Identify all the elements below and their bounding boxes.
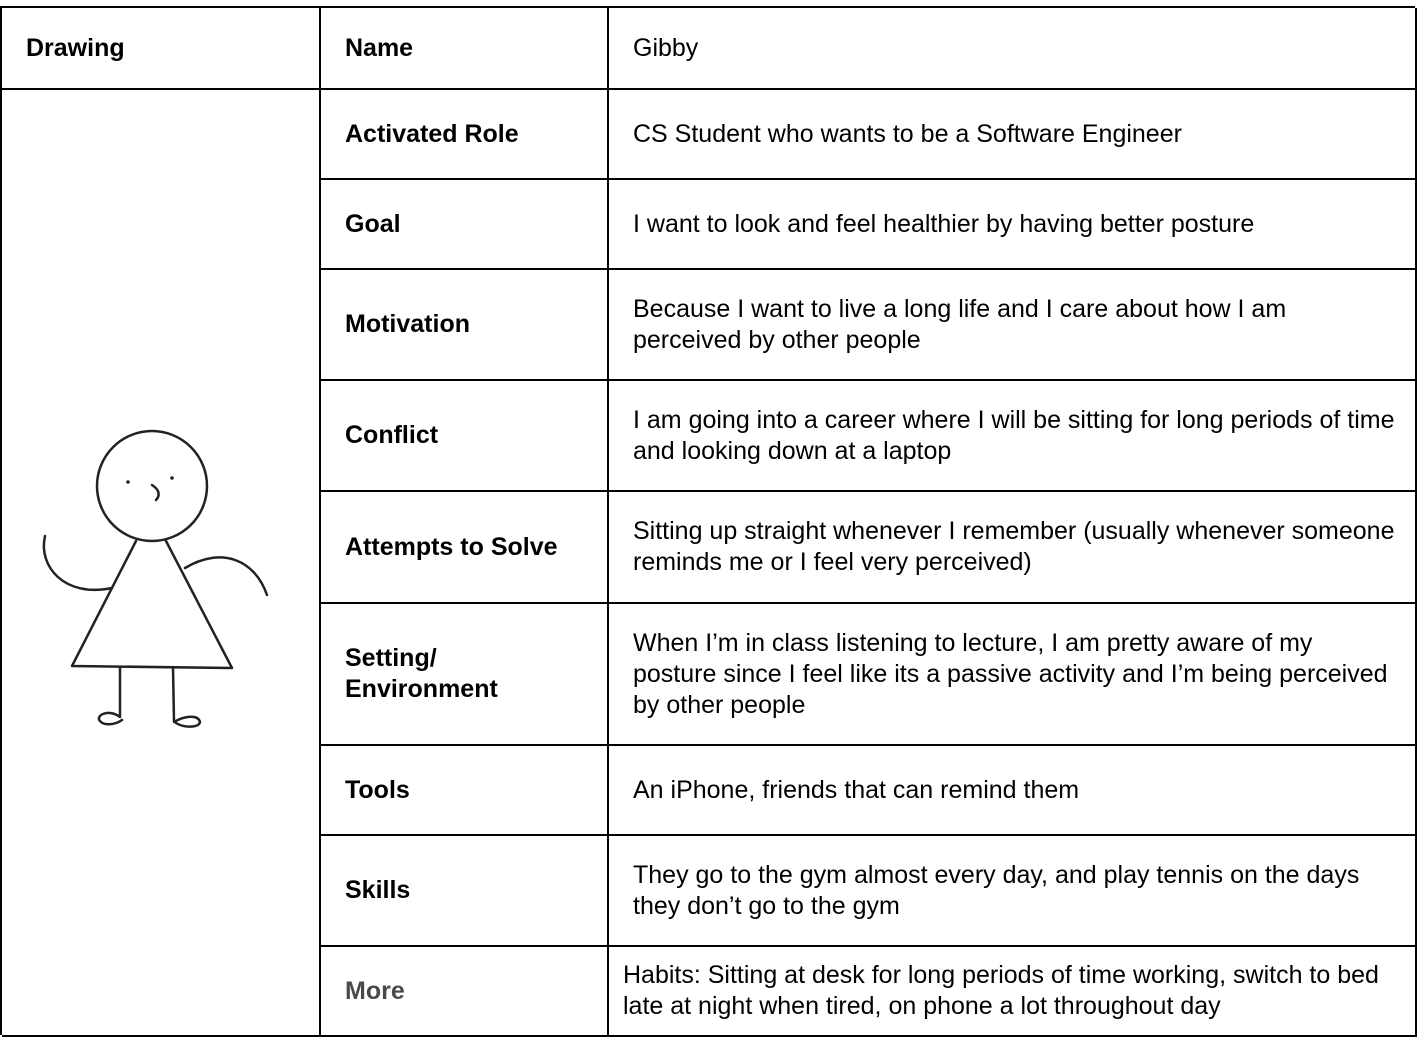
- figure-body: [72, 541, 232, 668]
- drawing-header: Drawing: [2, 8, 321, 90]
- row-value-activated-role: CS Student who wants to be a Software Engineer: [609, 90, 1417, 180]
- figure-right-leg: [173, 667, 200, 727]
- row-label-attempts-to-solve: Attempts to Solve: [321, 492, 609, 604]
- figure-nose: [152, 485, 159, 500]
- row-value-attempts-to-solve: Sitting up straight whenever I remember (usually whenever someone reminds me or I feel very perceived): [609, 492, 1417, 604]
- figure-right-arm: [185, 557, 267, 595]
- stick-figure-drawing: [2, 90, 317, 1035]
- row-value-skills: They go to the gym almost every day, and play tennis on the days they don’t go to the gym: [609, 836, 1417, 947]
- drawing-cell: [2, 90, 321, 1037]
- persona-table: [0, 6, 1415, 1035]
- figure-left-eye: [126, 480, 130, 484]
- row-label-tools: Tools: [321, 746, 609, 836]
- row-label-goal: Goal: [321, 180, 609, 270]
- name-value: Gibby: [609, 8, 1417, 90]
- row-label-conflict: Conflict: [321, 381, 609, 492]
- row-label-activated-role: Activated Role: [321, 90, 609, 180]
- row-value-conflict: I am going into a career where I will be sitting for long periods of time and looking down at a laptop: [609, 381, 1417, 492]
- row-label-more: More: [321, 947, 609, 1037]
- row-value-tools: An iPhone, friends that can remind them: [609, 746, 1417, 836]
- row-value-goal: I want to look and feel healthier by having better posture: [609, 180, 1417, 270]
- row-label-motivation: Motivation: [321, 270, 609, 381]
- row-label-skills: Skills: [321, 836, 609, 947]
- row-value-more: Habits: Sitting at desk for long periods of time working, switch to bed late at night when tired, on phone a lot throughout day: [609, 947, 1417, 1037]
- figure-left-arm: [44, 536, 112, 590]
- row-value-motivation: Because I want to live a long life and I care about how I am perceived by other people: [609, 270, 1417, 381]
- row-value-setting-environment: When I’m in class listening to lecture, I am pretty aware of my posture since I feel like its a passive activity and I’m being perceived by other people: [609, 604, 1417, 746]
- name-label: Name: [321, 8, 609, 90]
- figure-right-eye: [170, 476, 174, 480]
- row-label-setting-environment: Setting/ Environment: [321, 604, 609, 746]
- figure-left-leg: [99, 667, 122, 724]
